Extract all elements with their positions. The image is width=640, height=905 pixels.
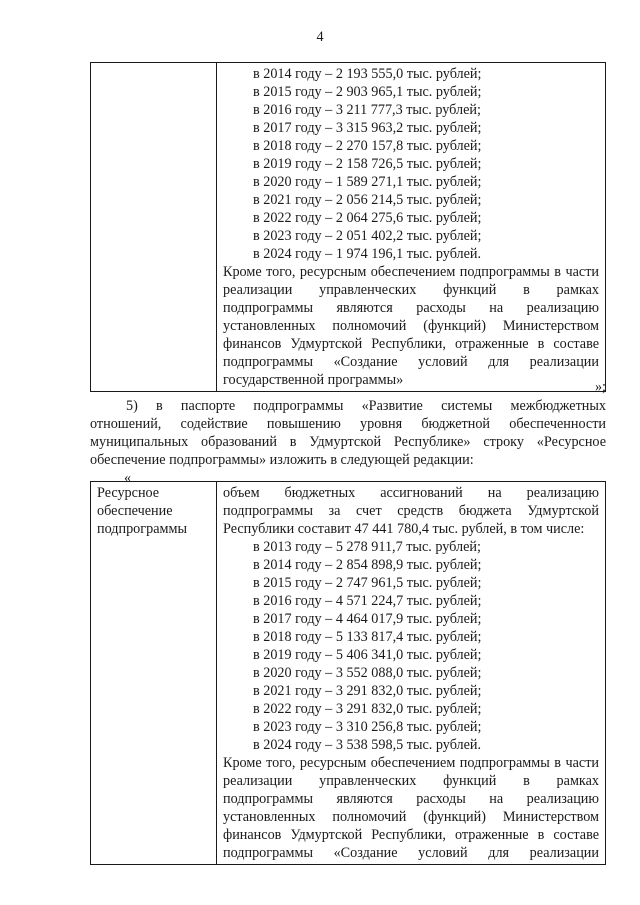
text-line: подпрограммы являются расходы на реализацию xyxy=(223,300,599,316)
year-line: в 2013 году – 5 278 911,7 тыс. рублей; xyxy=(253,539,481,555)
year-line: в 2016 году – 4 571 224,7 тыс. рублей; xyxy=(253,593,482,609)
text-line: отношений, содействие повышению уровня бюджетной обеспеченности xyxy=(90,416,606,432)
closing-quote: »; xyxy=(594,379,606,395)
year-line: в 2014 году – 2 193 555,0 тыс. рублей; xyxy=(253,66,482,82)
table-row xyxy=(91,63,606,392)
year-line: в 2020 году – 1 589 271,1 тыс. рублей; xyxy=(253,174,482,190)
row-label-line: обеспечение xyxy=(97,503,173,519)
text-line: Кроме того, ресурсным обеспечением подпрограммы в части xyxy=(223,755,599,771)
year-line: в 2023 году – 3 310 256,8 тыс. рублей; xyxy=(253,719,482,735)
text-line: подпрограммы «Создание условий для реализации xyxy=(223,845,599,861)
opening-quote: « xyxy=(124,470,132,486)
content-cell xyxy=(217,482,606,865)
year-list xyxy=(223,538,599,754)
text-line: подпрограммы за счет средств бюджета Удмуртской xyxy=(223,503,599,519)
year-line: в 2018 году – 2 270 157,8 тыс. рублей; xyxy=(253,138,482,154)
year-line: в 2022 году – 3 291 832,0 тыс. рублей; xyxy=(253,701,482,717)
year-line: в 2021 году – 2 056 214,5 тыс. рублей; xyxy=(253,192,482,208)
text-line: установленных полномочий (функций) Министерством xyxy=(223,809,599,825)
intro-paragraph xyxy=(223,484,599,538)
year-line: в 2018 году – 5 133 817,4 тыс. рублей; xyxy=(253,629,482,645)
year-line: в 2017 году – 4 464 017,9 тыс. рублей; xyxy=(253,611,482,627)
year-line: в 2021 году – 3 291 832,0 тыс. рублей; xyxy=(253,683,482,699)
year-line: в 2015 году – 2 903 965,1 тыс. рублей; xyxy=(253,84,482,100)
text-line: подпрограммы «Создание условий для реализации xyxy=(223,354,599,370)
text-line: 5) в паспорте подпрограммы «Развитие системы межбюджетных xyxy=(126,398,606,414)
year-line: в 2022 году – 2 064 275,6 тыс. рублей; xyxy=(253,210,482,226)
text-line: обеспечение подпрограммы» изложить в следующей редакции: xyxy=(90,452,474,468)
text-line: государственной программы» xyxy=(223,372,404,388)
amendment-paragraph xyxy=(90,397,606,469)
table-row xyxy=(91,482,606,865)
note-paragraph xyxy=(223,263,599,389)
text-line: финансов Удмуртской Республики, отраженные в составе xyxy=(223,827,599,843)
row-label-line: Ресурсное xyxy=(97,485,160,501)
year-line: в 2024 году – 1 974 196,1 тыс. рублей. xyxy=(253,246,482,262)
year-list xyxy=(223,65,599,263)
year-line: в 2019 году – 5 406 341,0 тыс. рублей; xyxy=(253,647,482,663)
content-cell xyxy=(217,63,606,392)
year-line: в 2015 году – 2 747 961,5 тыс. рублей; xyxy=(253,575,482,591)
text-line: Республики составит 47 441 780,4 тыс. рублей, в том числе: xyxy=(223,521,585,537)
year-line: в 2014 году – 2 854 898,9 тыс. рублей; xyxy=(253,557,482,573)
text-line: муниципальных образований в Удмуртской Республике» строку «Ресурсное xyxy=(90,434,606,450)
year-line: в 2019 году – 2 158 726,5 тыс. рублей; xyxy=(253,156,482,172)
text-line: подпрограммы являются расходы на реализацию xyxy=(223,791,599,807)
text-line: Кроме того, ресурсным обеспечением подпрограммы в части xyxy=(223,264,599,280)
passport-table-continued xyxy=(90,62,606,392)
text-line: реализации управленческих функций в рамках xyxy=(223,282,599,298)
label-cell xyxy=(91,482,217,865)
note-paragraph xyxy=(223,754,599,862)
year-line: в 2023 году – 2 051 402,2 тыс. рублей; xyxy=(253,228,482,244)
label-cell-empty xyxy=(91,63,217,392)
row-label-line: подпрограммы xyxy=(97,521,187,537)
year-line: в 2024 году – 3 538 598,5 тыс. рублей. xyxy=(253,737,482,753)
text-line: установленных полномочий (функций) Министерством xyxy=(223,318,599,334)
passport-table-new xyxy=(90,481,606,865)
text-line: объем бюджетных ассигнований на реализацию xyxy=(223,485,599,501)
text-line: реализации управленческих функций в рамках xyxy=(223,773,599,789)
year-line: в 2017 году – 3 315 963,2 тыс. рублей; xyxy=(253,120,482,136)
year-line: в 2020 году – 3 552 088,0 тыс. рублей; xyxy=(253,665,482,681)
text-line: финансов Удмуртской Республики, отраженные в составе xyxy=(223,336,599,352)
page-number: 4 xyxy=(316,29,324,45)
year-line: в 2016 году – 3 211 777,3 тыс. рублей; xyxy=(253,102,481,118)
